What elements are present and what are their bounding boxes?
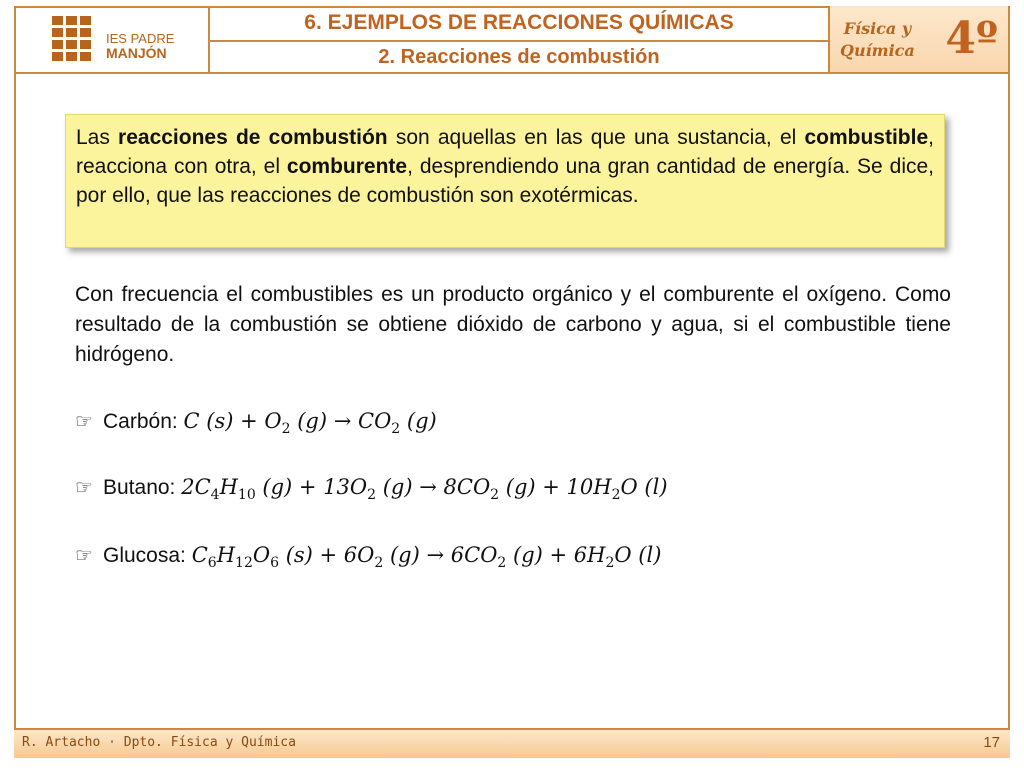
note-text-1: Las bbox=[76, 126, 119, 149]
logo-text bbox=[106, 32, 174, 60]
subject-line2: Química bbox=[840, 41, 915, 60]
subject-name bbox=[840, 18, 915, 62]
note-bold-1: reacciones de combustión bbox=[118, 126, 388, 149]
equation-formula: C $(s) + O_2$ $(g) \to CO_2$ (g) bbox=[183, 409, 437, 438]
note-text-2: son aquellas en las que una sustancia, el bbox=[387, 126, 805, 149]
course-badge bbox=[828, 6, 1008, 72]
note-bold-3: comburente bbox=[286, 155, 408, 178]
equation-label: Glucosa: bbox=[103, 544, 192, 567]
footer-author: R. Artacho · Dpto. Física y Química bbox=[22, 735, 296, 750]
logo-grid-icon bbox=[52, 16, 92, 62]
equation-label: Butano: bbox=[103, 476, 182, 499]
pointing-hand-icon: ☞ bbox=[75, 545, 93, 567]
logo-line1: IES PADRE bbox=[106, 31, 175, 46]
slide-title: 6. EJEMPLOS DE REACCIONES QUÍMICAS bbox=[210, 6, 828, 42]
equation-carbon bbox=[75, 404, 437, 438]
pointing-hand-icon: ☞ bbox=[75, 477, 93, 499]
equation-glucose bbox=[75, 538, 661, 572]
subject-line1: Física y bbox=[843, 19, 912, 38]
definition-note bbox=[65, 114, 945, 248]
equation-formula: $2C_4H_{10}$ $(g) + 13O_2$ $(g) \to 8CO_2$ $(g) + 10H_2O$ (l) bbox=[181, 475, 668, 504]
slide-subtitle: 2. Reacciones de combustión bbox=[378, 46, 660, 68]
header bbox=[14, 6, 1010, 74]
equation-label: Carbón: bbox=[103, 410, 184, 433]
equation-butane bbox=[75, 470, 668, 504]
logo-line2: MANJÓN bbox=[106, 45, 167, 61]
pointing-hand-icon: ☞ bbox=[75, 411, 93, 433]
note-bold-2: combustible bbox=[804, 126, 929, 149]
equation-formula: $C_6H_{12}O_6$ $(s) + 6O_2$ $(g) \to 6CO_2$ $(g) + 6H_2O$ (l) bbox=[191, 543, 662, 572]
footer bbox=[14, 728, 1010, 758]
note-text-4: , desprendiendo una gran cantidad de energía. Se dice, por ello, que las reacciones de combustión son exotérmicas. bbox=[76, 155, 934, 207]
page-number: 17 bbox=[983, 734, 1000, 751]
course-level: 4º bbox=[945, 13, 998, 64]
title-block bbox=[210, 6, 828, 72]
body-paragraph: Con frecuencia el combustibles es un producto orgánico y el comburente el oxígeno. Como resultado de la combustión se obtiene dióxido de carbono y agua, si el combustible tiene hidrógeno. bbox=[75, 283, 951, 366]
note-text-3: , reacciona con otra, el bbox=[76, 126, 934, 178]
school-logo bbox=[14, 6, 210, 72]
